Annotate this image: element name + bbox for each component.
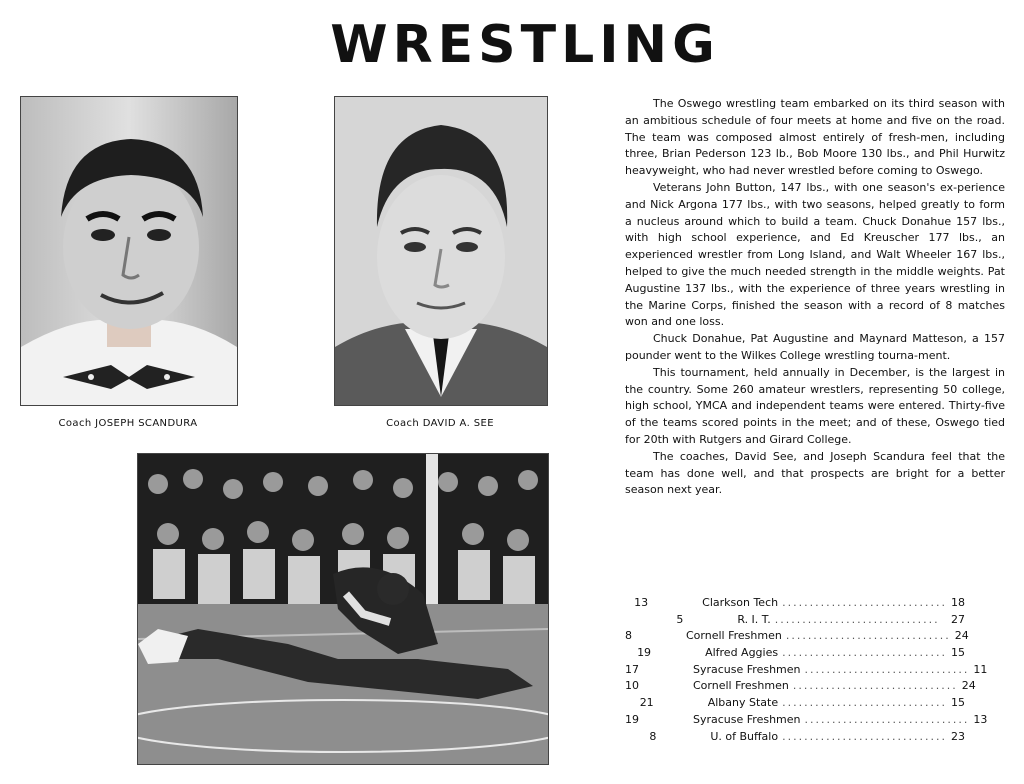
opponent-score: 24: [961, 679, 976, 693]
leader-dots: ..............................: [785, 629, 951, 643]
wrestling-match-photo-icon: [138, 454, 548, 764]
opponent-score: 15: [951, 646, 965, 660]
page-title: WRESTLING: [330, 15, 720, 75]
opponent-name: Cornell Freshmen: [693, 679, 789, 693]
article-paragraph: The coaches, David See, and Joseph Scandura feel that the team has done well, and that prospects are bright for a better season next year.: [625, 449, 1005, 497]
oswego-score: 10: [625, 679, 639, 693]
table-row: [625, 678, 976, 695]
oswego-score: 13: [634, 596, 649, 609]
portrait-photo-icon: [335, 97, 547, 405]
opponent-score: 24: [954, 629, 969, 643]
opponent-name: Clarkson Tech: [702, 596, 779, 609]
leader-dots: ..............................: [804, 712, 970, 726]
coach-scandura-caption: Coach JOSEPH SCANDURA: [58, 418, 198, 429]
table-row: [625, 695, 965, 712]
opponent-score: 18: [951, 596, 965, 609]
article-paragraph: This tournament, held annually in December, is the largest in the country. Some 260 amateur wrestlers, representing 50 college, high school, YMCA and independent teams were entered. Thirty-five of the teams scored points in the meet; and of these, Oswego tied for 20th with Rutgers and Girard College.: [625, 365, 1005, 446]
table-row: [625, 595, 965, 612]
oswego-score: 19: [637, 646, 652, 660]
coach-see-caption: Coach DAVID A. SEE: [386, 418, 494, 429]
article-paragraph: Chuck Donahue, Pat Augustine and Maynard Matteson, a 157 pounder went to the Wilkes College wrestling tourna-ment.: [625, 332, 1005, 362]
leader-dots: ..............................: [804, 662, 970, 676]
coach-scandura-photo: [20, 96, 238, 406]
season-scores-table: [625, 595, 988, 745]
table-row: [625, 628, 969, 645]
wrestling-match-photo: [137, 453, 549, 765]
opponent-name: Cornell Freshmen: [686, 629, 782, 643]
article-body: [625, 96, 1005, 499]
oswego-score: 5: [676, 612, 684, 626]
table-row: [625, 645, 965, 662]
opponent-name: Syracuse Freshmen: [693, 662, 801, 676]
table-row: [625, 662, 988, 679]
opponent-score: 13: [973, 712, 988, 726]
opponent-name: Alfred Aggies: [705, 646, 779, 660]
table-row: [625, 729, 965, 746]
opponent-name: Syracuse Freshmen: [693, 712, 801, 726]
leader-dots: ..............................: [774, 612, 940, 626]
portrait-photo-icon: [21, 97, 237, 405]
table-row: [625, 712, 988, 729]
opponent-score: 23: [951, 729, 965, 743]
opponent-name: R. I. T.: [737, 612, 771, 626]
oswego-score: 8: [649, 729, 657, 743]
oswego-score: 19: [625, 712, 639, 726]
leader-dots: ..............................: [792, 679, 958, 693]
article-paragraph: The Oswego wrestling team embarked on its third season with an ambitious schedule of four meets at home and five on the road. The team was composed almost entirely of fresh-men, including three, Brian Pederson 123 lb., Bob Moore 130 lbs., and Phil Hurwitz heavyweight, who had never wrestled before coming to Oswego.: [625, 97, 1005, 178]
leader-dots: ..............................: [782, 696, 947, 710]
opponent-score: 11: [973, 662, 988, 676]
opponent-name: Albany State: [707, 696, 779, 710]
article-paragraph: Veterans John Button, 147 lbs., with one season's ex-perience and Nick Argona 177 lbs., with two seasons, helped greatly to form a nucleus around which to build a team. Chuck Donahue 157 lbs., with high school experience, and Ed Kreuscher 177 lbs., an experienced wrestler from Long Island, and Walt Wheeler 167 lbs., helped to give the much needed strength in the middle weights. Pat Augustine 137 lbs., with the experience of three years wrestling in the Marine Corps, finished the season with a record of 8 matches won and one loss.: [625, 180, 1005, 329]
coach-see-photo: [334, 96, 548, 406]
leader-dots: ..............................: [782, 646, 947, 660]
opponent-score: 27: [951, 612, 965, 626]
oswego-score: 17: [625, 662, 639, 676]
leader-dots: ..............................: [782, 729, 947, 743]
table-row: [625, 612, 965, 629]
oswego-score: 8: [625, 629, 632, 643]
opponent-name: U. of Buffalo: [710, 729, 779, 743]
oswego-score: 21: [639, 696, 654, 710]
leader-dots: ..............................: [782, 596, 947, 609]
opponent-score: 15: [951, 696, 965, 710]
